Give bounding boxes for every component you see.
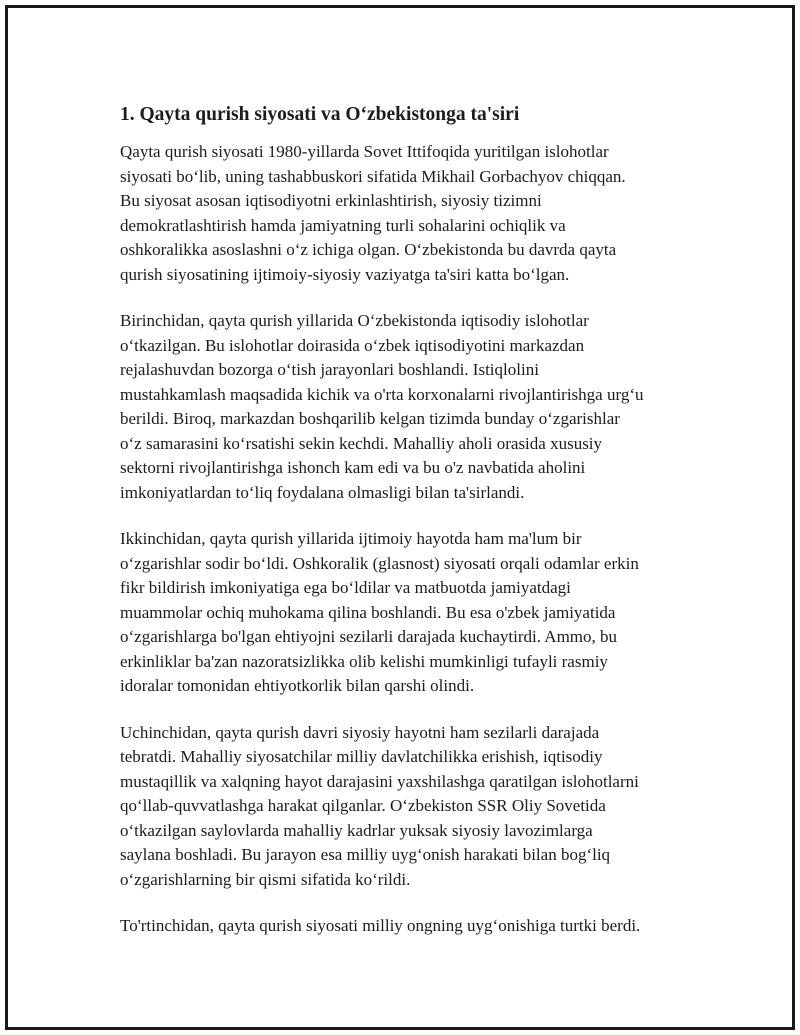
text-line: imkoniyatlardan to‘liq foydalana olmasligi bilan ta'sirlandi.: [120, 482, 525, 502]
text-line: fikr bildirish imkoniyatiga ega bo‘ldilar va matbuotda jamiyatdagi: [120, 578, 571, 597]
text-line: o‘tkazilgan. Bu islohotlar doirasida o‘zbek iqtisodiyotini markazdan: [120, 335, 585, 355]
paragraph-first: [120, 309, 710, 505]
text-line: o‘zgarishlar sodir bo‘ldi. Oshkoralik (glasnost) siyosati orqali odamlar erkin: [120, 553, 639, 573]
text-line: Bu siyosat asosan iqtisodiyotni erkinlashtirish, siyosiy tizimni: [120, 191, 542, 210]
paragraph-second: [120, 527, 710, 699]
paragraph-fourth: [120, 914, 710, 939]
text-line: berildi. Biroq, markazdan boshqarilib kelgan tizimda bunday o‘zgarishlar: [120, 409, 620, 428]
text-line: o‘zgarishlarning bir qismi sifatida ko‘rildi.: [120, 869, 411, 889]
text-line: sektorni rivojlantirishga ishonch kam edi va bu o'z navbatida aholini: [120, 458, 586, 477]
text-line: erkinliklar ba'zan nazoratsizlikka olib kelishi mumkinligi tufayli rasmiy: [120, 651, 608, 671]
text-line: siyosati bo‘lib, uning tashabbuskori sifatida Mikhail Gorbachyov chiqqan.: [120, 166, 626, 186]
text-line: qo‘llab-quvvatlashga harakat qilganlar. O‘zbekiston SSR Oliy Sovetida: [120, 796, 606, 815]
text-line: mustaqillik va xalqning hayot darajasini yaxshilashga qaratilgan islohotlarni: [120, 771, 639, 791]
text-line: o‘z samarasini ko‘rsatishi sekin kechdi. Mahalliy aholi orasida xususiy: [120, 433, 603, 453]
text-line: Uchinchidan, qayta qurish davri siyosiy hayotni ham sezilarli darajada: [120, 722, 600, 742]
text-line: o‘tkazilgan saylovlarda mahalliy kadrlar yuksak siyosiy lavozimlarga: [120, 820, 593, 840]
text-line: tebratdi. Mahalliy siyosatchilar milliy davlatchilikka erishish, iqtisodiy: [120, 747, 603, 766]
text-line: mustahkamlash maqsadida kichik va o'rta korxonalarni rivojlantirishga urg‘u: [120, 384, 644, 404]
text-line: o‘zgarishlarga bo'lgan ehtiyojni sezilarli darajada kuchaytirdi. Ammo, bu: [120, 627, 618, 646]
text-line: To'rtinchidan, qayta qurish siyosati milliy ongning uyg‘onishiga turtki berdi.: [120, 916, 641, 935]
text-line: Ikkinchidan, qayta qurish yillarida ijtimoiy hayotda ham ma'lum bir: [120, 529, 582, 548]
section-title: 1. Qayta qurish siyosati va O‘zbekistonga ta'siri: [120, 104, 520, 125]
paragraph-intro: [120, 140, 710, 287]
text-line: Birinchidan, qayta qurish yillarida O‘zbekistonda iqtisodiy islohotlar: [120, 311, 589, 330]
paragraph-third: [120, 721, 710, 893]
text-line: qurish siyosatining ijtimoiy-siyosiy vaziyatga ta'siri katta bo‘lgan.: [120, 264, 570, 284]
text-line: saylana boshladi. Bu jarayon esa milliy uyg‘onish harakati bilan bog‘liq: [120, 845, 611, 864]
text-line: Qayta qurish siyosati 1980-yillarda Sovet Ittifoqida yuritilgan islohotlar: [120, 142, 609, 161]
text-line: oshkoralikka asoslashni o‘z ichiga olgan. O‘zbekistonda bu davrda qayta: [120, 240, 617, 259]
text-line: idoralar tomonidan ehtiyotkorlik bilan qarshi olindi.: [120, 676, 475, 695]
text-line: rejalashuvdan bozorga o‘tish jarayonlari boshlandi. Istiqlolini: [120, 360, 539, 379]
page-frame: [5, 5, 795, 1030]
text-line: muammolar ochiq muhokama qilina boshlandi. Bu esa o'zbek jamiyatida: [120, 602, 616, 622]
text-line: demokratlashtirish hamda jamiyatning turli sohalarini ochiqlik va: [120, 215, 566, 235]
document-body: [120, 100, 710, 961]
